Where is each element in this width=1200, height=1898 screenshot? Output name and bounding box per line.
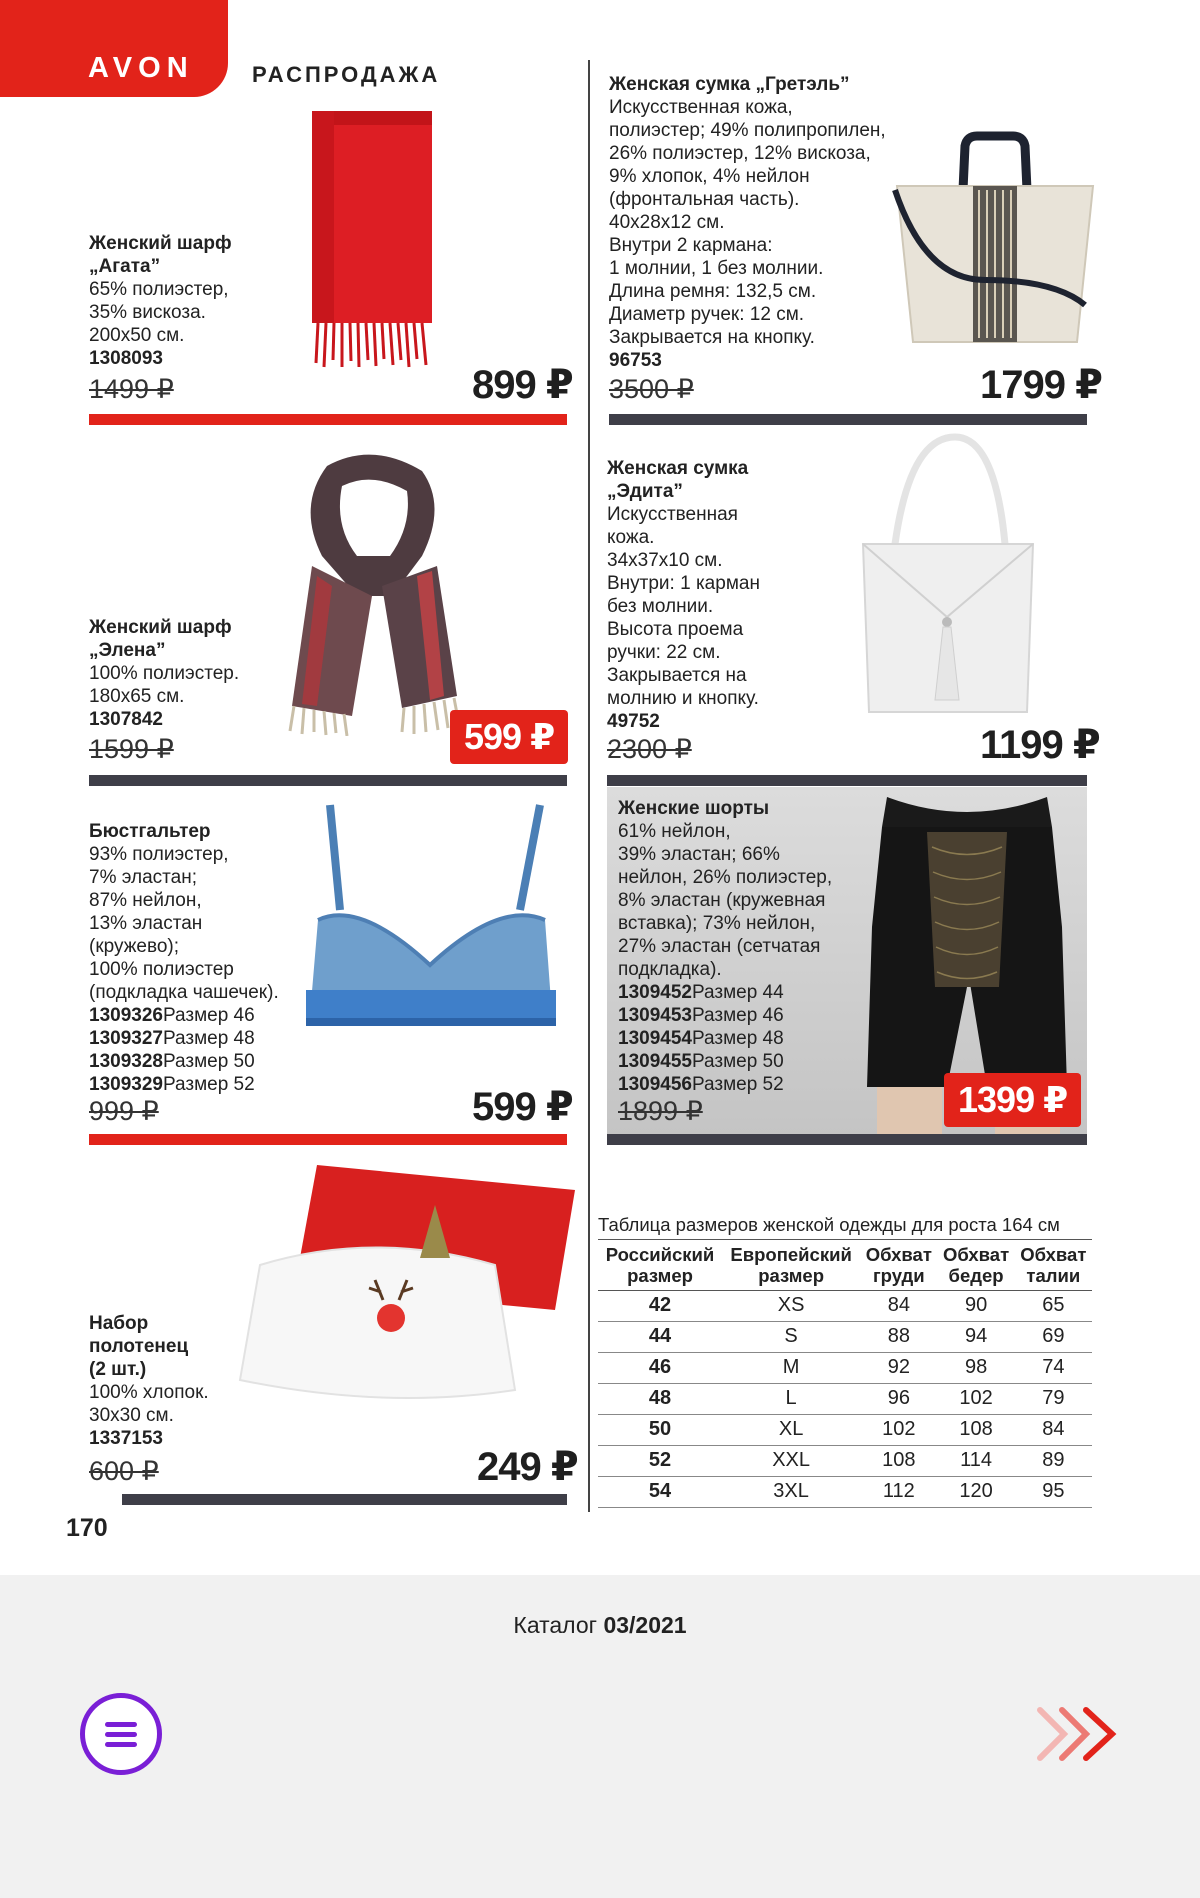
towels-image — [235, 1160, 580, 1400]
header-line: размер — [758, 1265, 825, 1286]
size-table-grid — [598, 1240, 1092, 1508]
column-header — [937, 1240, 1014, 1291]
agata-old-price: 1499 ₽ — [89, 374, 174, 404]
product-detail: ручки: 22 см. — [607, 642, 721, 663]
elena-divider-bar — [89, 775, 567, 786]
avon-logo: AVON — [88, 52, 194, 84]
product-detail: 40х28х12 см. — [609, 212, 725, 233]
size-option — [618, 1073, 832, 1096]
product-name: (2 шт.) — [89, 1359, 147, 1380]
gretel-price: 1799 ₽ — [980, 363, 1102, 407]
product-detail: 34х37х10 см. — [607, 550, 723, 571]
size-table-row — [598, 1291, 1092, 1322]
product-detail: Искусственная — [607, 504, 738, 525]
agata-scarf-image — [296, 105, 446, 370]
product-name: Женская сумка — [607, 458, 749, 479]
size-code: 1309452 — [618, 982, 692, 1003]
edita-old-price: 2300 ₽ — [607, 734, 692, 764]
towels-divider-bar — [122, 1494, 567, 1505]
header-line: Европейский — [730, 1244, 852, 1265]
size-option — [618, 1004, 832, 1027]
size-table-cell: 89 — [1015, 1446, 1092, 1477]
product-detail: 13% эластан — [89, 913, 203, 934]
gretel-description — [609, 73, 886, 372]
product-sku: 1337153 — [89, 1428, 163, 1449]
edita-price: 1199 ₽ — [980, 723, 1100, 767]
column-header — [1015, 1240, 1092, 1291]
menu-icon — [105, 1732, 137, 1737]
size-table-cell: 69 — [1015, 1322, 1092, 1353]
product-detail: 7% эластан; — [89, 867, 197, 888]
bra-price: 599 ₽ — [472, 1085, 573, 1129]
size-table-cell: 108 — [860, 1446, 937, 1477]
shorts-divider-bar — [607, 1134, 1087, 1145]
next-page-button[interactable] — [1036, 1704, 1122, 1764]
size-label: Размер 44 — [691, 982, 784, 1003]
size-table-row — [598, 1384, 1092, 1415]
size-table-cell: 44 — [598, 1322, 722, 1353]
towels-price: 249 ₽ — [477, 1445, 578, 1489]
agata-description — [89, 232, 232, 370]
edita-divider-bar — [607, 775, 1087, 786]
size-table-row — [598, 1353, 1092, 1384]
header-line: груди — [872, 1265, 925, 1286]
size-label: Размер 48 — [691, 1028, 784, 1049]
menu-icon — [105, 1742, 137, 1747]
column-header — [598, 1240, 722, 1291]
product-detail: 65% полиэстер, — [89, 279, 229, 300]
size-code: 1309329 — [89, 1074, 163, 1095]
size-table-cell: 54 — [598, 1477, 722, 1508]
column-header — [722, 1240, 860, 1291]
header-line: бедер — [948, 1265, 1004, 1286]
size-label: Размер 52 — [162, 1074, 255, 1095]
elena-description — [89, 616, 239, 731]
elena-scarf-image — [272, 446, 472, 736]
header-line: талии — [1026, 1265, 1081, 1286]
product-detail: 61% нейлон, — [618, 821, 731, 842]
size-table-cell: 102 — [860, 1415, 937, 1446]
size-table-header-row — [598, 1240, 1092, 1291]
product-detail: 100% хлопок. — [89, 1382, 209, 1403]
chevron-right-icon — [1036, 1704, 1122, 1764]
product-name: Женский шарф — [89, 233, 232, 254]
product-detail: 30х30 см. — [89, 1405, 174, 1426]
product-name: Женская сумка „Гретэль” — [609, 74, 850, 95]
elena-price-badge: 599 ₽ — [450, 710, 568, 764]
product-detail: нейлон, 26% полиэстер, — [618, 867, 833, 888]
shorts-description — [618, 797, 832, 1096]
page-number: 170 — [66, 1514, 108, 1542]
column-header — [860, 1240, 937, 1291]
size-table-cell: 102 — [937, 1384, 1014, 1415]
header-line: Обхват — [943, 1244, 1010, 1265]
size-table-cell: XS — [722, 1291, 860, 1322]
size-table-cell: 65 — [1015, 1291, 1092, 1322]
size-table-cell: 3XL — [722, 1477, 860, 1508]
size-table-row — [598, 1477, 1092, 1508]
product-detail: 93% полиэстер, — [89, 844, 229, 865]
product-detail: 100% полиэстер — [89, 959, 234, 980]
size-code: 1309454 — [618, 1028, 692, 1049]
product-detail: 35% вискоза. — [89, 302, 206, 323]
size-option — [618, 1050, 832, 1073]
size-table-cell: 90 — [937, 1291, 1014, 1322]
product-name: „Элена” — [89, 640, 166, 661]
size-table-cell: 42 — [598, 1291, 722, 1322]
shorts-old-price: 1899 ₽ — [618, 1096, 703, 1126]
size-table-cell: 114 — [937, 1446, 1014, 1477]
product-detail: Высота проема — [607, 619, 744, 640]
size-table-cell: XL — [722, 1415, 860, 1446]
size-code: 1309326 — [89, 1005, 163, 1026]
size-table-cell: 98 — [937, 1353, 1014, 1384]
product-detail: (кружево); — [89, 936, 180, 957]
product-name: Бюстгальтер — [89, 821, 211, 842]
size-label: Размер 52 — [691, 1074, 784, 1095]
product-detail: 1 молнии, 1 без молнии. — [609, 258, 824, 279]
product-sku: 96753 — [609, 350, 662, 371]
size-label: Размер 46 — [691, 1005, 784, 1026]
product-sku: 1308093 — [89, 348, 163, 369]
product-detail: Искусственная кожа, — [609, 97, 793, 118]
size-table-cell: 79 — [1015, 1384, 1092, 1415]
product-name: „Агата” — [89, 256, 161, 277]
size-code: 1309328 — [89, 1051, 163, 1072]
catalog-prefix: Каталог — [513, 1612, 598, 1638]
product-detail: Внутри: 1 карман — [607, 573, 760, 594]
header-line: Обхват — [865, 1244, 932, 1265]
product-detail: вставка); 73% нейлон, — [618, 913, 816, 934]
gretel-divider-bar — [609, 414, 1087, 425]
product-name: „Эдита” — [607, 481, 683, 502]
size-table-cell: 94 — [937, 1322, 1014, 1353]
size-table — [598, 1214, 1092, 1508]
size-table-cell: 74 — [1015, 1353, 1092, 1384]
size-table-cell: M — [722, 1353, 860, 1384]
product-detail: Закрывается на — [607, 665, 747, 686]
edita-bag-image — [855, 432, 1040, 717]
size-table-cell: 120 — [937, 1477, 1014, 1508]
product-name: Набор — [89, 1313, 149, 1334]
size-table-cell: 95 — [1015, 1477, 1092, 1508]
size-table-cell: 112 — [860, 1477, 937, 1508]
product-name: Женский шарф — [89, 617, 232, 638]
bra-divider-bar — [89, 1134, 567, 1145]
brand-tab — [0, 0, 228, 97]
size-option — [618, 981, 832, 1004]
product-detail: 9% хлопок, 4% нейлон — [609, 166, 810, 187]
size-option — [89, 1050, 279, 1073]
size-option — [618, 1027, 832, 1050]
product-detail: Диаметр ручек: 12 см. — [609, 304, 805, 325]
header-line: размер — [627, 1265, 693, 1286]
size-table-cell: 50 — [598, 1415, 722, 1446]
product-detail: без молнии. — [607, 596, 714, 617]
column-divider — [588, 60, 590, 1512]
size-table-row — [598, 1415, 1092, 1446]
product-detail: 26% полиэстер, 12% вискоза, — [609, 143, 871, 164]
product-detail: Внутри 2 кармана: — [609, 235, 773, 256]
size-table-cell: 88 — [860, 1322, 937, 1353]
header-line: Российский — [605, 1244, 715, 1265]
edita-description — [607, 457, 760, 733]
menu-icon — [105, 1722, 137, 1727]
size-code: 1309453 — [618, 1005, 692, 1026]
size-table-row — [598, 1322, 1092, 1353]
size-table-cell: S — [722, 1322, 860, 1353]
size-table-caption: Таблица размеров женской одежды для роста 164 см — [598, 1214, 1092, 1240]
gretel-bag-image — [885, 130, 1105, 355]
product-sku: 49752 — [607, 711, 660, 732]
product-detail: 180х65 см. — [89, 686, 185, 707]
product-detail: 8% эластан (кружевная — [618, 890, 826, 911]
product-detail: Закрывается на кнопку. — [609, 327, 815, 348]
size-table-cell: 48 — [598, 1384, 722, 1415]
size-code: 1309455 — [618, 1051, 692, 1072]
size-table-cell: 108 — [937, 1415, 1014, 1446]
size-table-cell: L — [722, 1384, 860, 1415]
agata-divider-bar — [89, 414, 567, 425]
catalog-label — [0, 1612, 1200, 1639]
size-table-cell: 96 — [860, 1384, 937, 1415]
product-name: полотенец — [89, 1336, 189, 1357]
product-name: Женские шорты — [618, 798, 770, 819]
product-detail: молнию и кнопку. — [607, 688, 759, 709]
product-detail: (фронтальная часть). — [609, 189, 800, 210]
towels-description — [89, 1312, 209, 1450]
menu-button[interactable] — [80, 1693, 162, 1775]
towels-old-price: 600 ₽ — [89, 1456, 159, 1486]
product-detail: кожа. — [607, 527, 655, 548]
bra-description — [89, 820, 279, 1096]
product-detail: 39% эластан; 66% — [618, 844, 780, 865]
size-label: Размер 50 — [691, 1051, 784, 1072]
product-sku: 1307842 — [89, 709, 163, 730]
section-title: РАСПРОДАЖА — [252, 62, 441, 87]
gretel-old-price: 3500 ₽ — [609, 374, 694, 404]
product-detail: полиэстер; 49% полипропилен, — [609, 120, 886, 141]
size-table-row — [598, 1446, 1092, 1477]
product-detail: Длина ремня: 132,5 см. — [609, 281, 817, 302]
size-code: 1309456 — [618, 1074, 692, 1095]
size-table-cell: 84 — [1015, 1415, 1092, 1446]
product-detail: 27% эластан (сетчатая — [618, 936, 821, 957]
shorts-price-badge: 1399 ₽ — [944, 1073, 1081, 1127]
catalog-number: 03/2021 — [603, 1612, 687, 1638]
size-table-cell: 92 — [860, 1353, 937, 1384]
product-detail: 100% полиэстер. — [89, 663, 240, 684]
product-detail: (подкладка чашечек). — [89, 982, 279, 1003]
size-option — [89, 1073, 279, 1096]
size-label: Размер 50 — [162, 1051, 255, 1072]
bra-image — [300, 800, 562, 1045]
elena-old-price: 1599 ₽ — [89, 734, 174, 764]
size-table-cell: 84 — [860, 1291, 937, 1322]
size-table-cell: 46 — [598, 1353, 722, 1384]
size-label: Размер 46 — [162, 1005, 255, 1026]
agata-price: 899 ₽ — [472, 363, 573, 407]
bra-old-price: 999 ₽ — [89, 1096, 159, 1126]
product-detail: подкладка). — [618, 959, 722, 980]
size-code: 1309327 — [89, 1028, 163, 1049]
size-table-cell: XXL — [722, 1446, 860, 1477]
size-option — [89, 1027, 279, 1050]
size-option — [89, 1004, 279, 1027]
header-line: Обхват — [1020, 1244, 1087, 1265]
product-detail: 200х50 см. — [89, 325, 185, 346]
size-table-cell: 52 — [598, 1446, 722, 1477]
product-detail: 87% нейлон, — [89, 890, 202, 911]
size-label: Размер 48 — [162, 1028, 255, 1049]
